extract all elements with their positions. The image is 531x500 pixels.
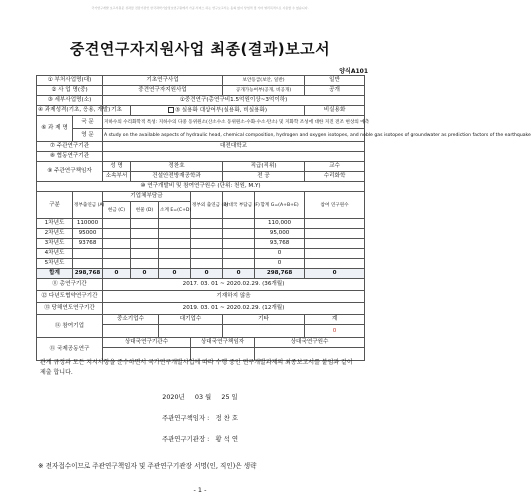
label: ⑦ 주관연구기관 [37,142,103,152]
label: ⑧ 협동연구기관 [37,152,103,162]
table-row: 5차년도 0 [37,259,365,269]
label: 소속부서 [103,172,131,182]
row-current [37,303,365,315]
col-header: 정부출연금 (A) [73,192,103,219]
value: 2019. 03. 01 ~ 2020.02.29. (12개월) [103,303,365,315]
row-biz-dept [37,76,365,86]
row-detail [37,96,365,106]
value: 교수 [305,162,365,172]
col-header: 현물 (D) [131,202,159,219]
submission-date: 2020년 03 월 25 일 [162,393,238,401]
value: 수리화학 [305,172,365,182]
label: ⑥ 과 제 명 [37,116,73,142]
table-row: 3차년도 93768 93,768 [37,239,365,249]
header-note: 국가연구개발 보고서원문 성과물 전담기관인 한국과학기술정보연구원에서 가공·서비스 하는 연구보고서는 동의 없이 상업적 및 기타 영리목적으로 사용할 수 없습니다. [91,6,309,10]
footnote: ※ 전자접수이므로 주관연구책임자 및 주관연구기관장 서명(인, 직인)은 생략 [38,462,257,470]
budget-header-1 [37,192,365,202]
label: 직급(직위) [223,162,305,172]
col-header: 현금 (C) [103,202,131,219]
row-biz-name [37,86,365,96]
value: 중견연구자지원사업 [103,86,223,96]
page-title: 중견연구자지원사업 최종(결과)보고서 [69,40,331,58]
value: 공개 [305,86,365,96]
col-header: 구분 [37,192,73,219]
label: ② 사 업 명(중) [37,86,103,96]
row-coorg [37,152,365,162]
value: 비실용화 [305,106,365,116]
row-participating-1: ⑭ 참여기업 중소기업수 대기업수 기타 계 [37,315,365,325]
row-task-kor [37,116,365,129]
value: 일반 [305,76,365,86]
label: 국 문 [73,116,103,129]
label: 보안등급(보안, 일반) [223,76,305,86]
row-nature [37,106,365,116]
col-header: 합계 G=(A+B+E) [255,192,305,219]
value: ①중견연구(총연구비1.5억원이상~3억이하) [103,96,365,106]
section-title: ⑩ 연구개발비 및 참여연구원수 (단위: 천원, M.Y) [37,182,365,192]
pi-signature: 주관연구책임자 : 정 찬 호 [161,414,239,422]
label: ⑬ 당해연도연구기간 [37,303,103,315]
label: 전 공 [223,172,305,182]
row-task-eng [37,129,365,142]
value [103,152,365,162]
table-row: 2차년도 95000 95,000 [37,229,365,239]
value: 기초연구사업 [103,76,223,86]
row-intl-1: ⑮ 국제공동연구 상대국연구기관수 상대국연구책임자 상대국연구원수 [37,338,365,348]
value: 정찬호 [131,162,223,172]
label: ⑪ 총연구기간 [37,279,103,291]
col-header: 참여 연구원수 [305,192,365,219]
row-period [37,279,365,291]
label: 공개가능여부(공개, 비공개) [223,86,305,96]
row-pi-1 [37,162,365,172]
value: A study on the available aspects of hydraulic head, chemical composition, hydrogen and oxygen isotopes, and noble gas isotopes of groundwater as prediction factors of the earthquake [103,129,365,142]
label: ⑭ 참여기업 [37,315,103,338]
submission-notice: 관계 규정과 모든 지시사항을 준수하면서 국가연구개발사업에 따라 수행 중인 연구개발과제의 최종보고서를 붙임과 같이 제출 합니다. [40,359,353,376]
table-row: 1차년도 110000 110,000 [37,219,365,229]
label: ④ 과제성격(기초, 응용, 개발) [37,106,103,116]
label: ③ 세부사업명(소) [37,96,103,106]
value: 기재하지 않음 [103,291,365,303]
report-form-table [36,75,531,361]
row-multi [37,291,365,303]
page-number: - 1 - [193,486,207,494]
col-header: 기업체부담금 [103,192,191,202]
label: ⑫ 다년도협약연구기간 [37,291,103,303]
label: ① 부처사업명(대) [37,76,103,86]
label: 성 명 [103,162,131,172]
value: 기초 [103,106,131,116]
label: ⑤ 실용화 대상여부(실용화, 비실용화) [131,106,305,116]
label: ⑮ 국제공동연구 [37,338,103,361]
value: 지하수의 수리화학적 특성: 지하수의 다중 동위원소(산소수소 동위원소·수화·수소·탄소) 및 지화학 조성에 대한 지진 전조 현상의 예측 [103,116,365,129]
table-row: 4차년도 0 [37,249,365,259]
col-header: 정부외 출연금 (B) [191,192,223,219]
org-head-signature: 주관연구기관장 : 황 석 연 [161,435,239,443]
col-header: 소계 E=(C+D) [159,202,191,219]
row-org [37,142,365,152]
checkbox-icon [168,107,174,113]
value: 대전대학교 [103,142,365,152]
value: 건설안전방재공학과 [131,172,223,182]
table-row-total: 합계 298,768 0 0 0 0 0 298,768 0 [37,269,365,279]
value: 2017. 03. 01 ~ 2020.02.29. (36개월) [103,279,365,291]
col-header: 상대국 부담금 (F) [223,192,255,219]
label: 영 문 [73,129,103,142]
form-number: 양식A101 [339,68,368,75]
row-participating-2: 0 [37,325,365,338]
row-budget-title [37,182,365,192]
label: ⑨ 주관연구책임자 [37,162,103,182]
